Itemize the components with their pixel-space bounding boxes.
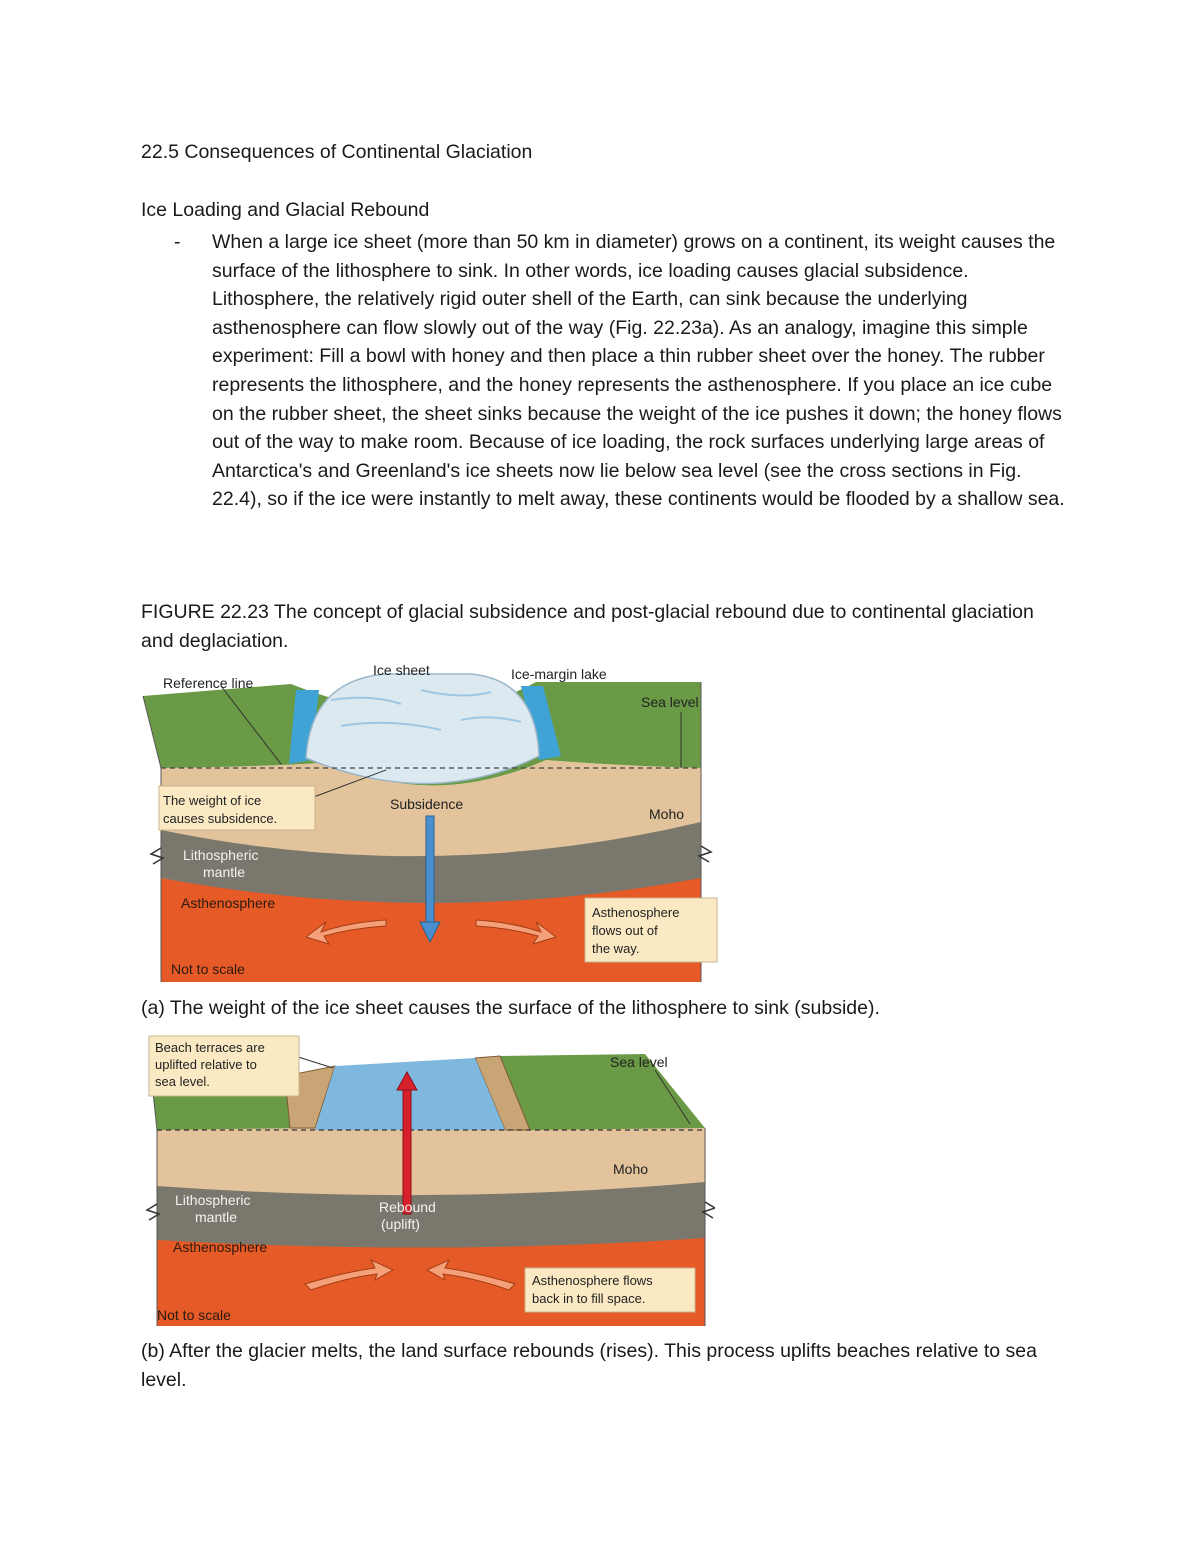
caption-a: (a) The weight of the ice sheet causes the surface of the lithosphere to sink (subside). xyxy=(141,997,880,1019)
asthenosphere-label-a: Asthenosphere xyxy=(181,895,276,911)
mantle-label-2-a: mantle xyxy=(203,864,246,880)
figure-a-subsidence xyxy=(141,660,731,985)
moho-label-b: Moho xyxy=(613,1161,649,1177)
bullet-item xyxy=(141,228,1071,514)
not-to-scale-label-a: Not to scale xyxy=(171,961,245,977)
subsidence-label: Subsidence xyxy=(390,796,464,812)
body-paragraph: When a large ice sheet (more than 50 km in diameter) grows on a continent, its weight causes the surface of the lithosphere to sink. In other words, ice loading causes glacial subsidence. Lithosphere, the relatively rigid outer shell of the Earth, can sink because the underlying asthenosphere can flow slowly out of the way (Fig. 22.23a). As an analogy, imagine this simple experiment: Fill a bowl with honey and then place a thin rubber sheet over the honey. The rubber represents the lithosphere, and the honey represents the asthenosphere. If you place an ice cube on the rubber sheet, the sheet sinks because the weight of the ice pushes it down; the honey flows out of the way to make room. Because of ice loading, the rock surfaces underlying large areas of Antarctica's and Greenland's ice sheets now lie below sea level (see the cross sections in Fig. 22.4), so if the ice were instantly to melt away, these continents would be flooded by a shallow sea. xyxy=(212,231,1065,511)
rebound-label-2: (uplift) xyxy=(381,1216,420,1232)
beach-callout-line-3: sea level. xyxy=(155,1074,210,1089)
sea-level-label-b: Sea level xyxy=(610,1054,668,1070)
figure-b-diagram xyxy=(145,1032,715,1328)
callout-line-2-a: causes subsidence. xyxy=(163,811,278,826)
rebound-label-1: Rebound xyxy=(379,1199,436,1215)
mantle-label-1-a: Lithospheric xyxy=(183,847,259,863)
land-surface-right-b xyxy=(500,1054,705,1130)
ice-sheet-label: Ice sheet xyxy=(373,662,430,678)
beach-callout-line-1: Beach terraces are xyxy=(155,1040,265,1055)
flow-callout-line-2-b: back in to fill space. xyxy=(532,1291,646,1306)
asthenosphere-label-b: Asthenosphere xyxy=(173,1239,268,1255)
beach-callout-leader xyxy=(295,1056,333,1068)
flow-callout-line-1-a: Asthenosphere xyxy=(592,905,680,920)
moho-label-a: Moho xyxy=(649,806,685,822)
figure-a-diagram xyxy=(141,660,731,985)
caption-b: (b) After the glacier melts, the land surface rebounds (rises). This process uplifts beaches relative to sea level. xyxy=(141,1340,1037,1391)
flow-callout-line-3-a: the way. xyxy=(592,941,640,956)
figure-b-rebound xyxy=(145,1032,715,1328)
mantle-label-2-b: mantle xyxy=(195,1209,238,1225)
ice-margin-lake-label: Ice-margin lake xyxy=(511,666,607,682)
subsidence-arrow-shaft xyxy=(426,816,434,924)
mantle-label-1-b: Lithospheric xyxy=(175,1192,251,1208)
flow-callout-line-2-a: flows out of xyxy=(592,923,658,938)
section-subheading: Ice Loading and Glacial Rebound xyxy=(141,199,430,221)
document-title: 22.5 Consequences of Continental Glaciation xyxy=(141,141,533,163)
not-to-scale-label-b: Not to scale xyxy=(157,1307,231,1323)
flow-callout-line-1-b: Asthenosphere flows xyxy=(532,1273,653,1288)
beach-callout-line-2: uplifted relative to xyxy=(155,1057,257,1072)
bullet-marker: - xyxy=(174,231,181,253)
reference-line-label: Reference line xyxy=(163,675,254,691)
callout-line-1-a: The weight of ice xyxy=(163,793,262,808)
figure-caption: FIGURE 22.23 The concept of glacial subsidence and post-glacial rebound due to continental glaciation and deglaciation. xyxy=(141,601,1034,652)
rebound-arrow-shaft xyxy=(403,1088,411,1214)
sea-level-label-a: Sea level xyxy=(641,694,699,710)
